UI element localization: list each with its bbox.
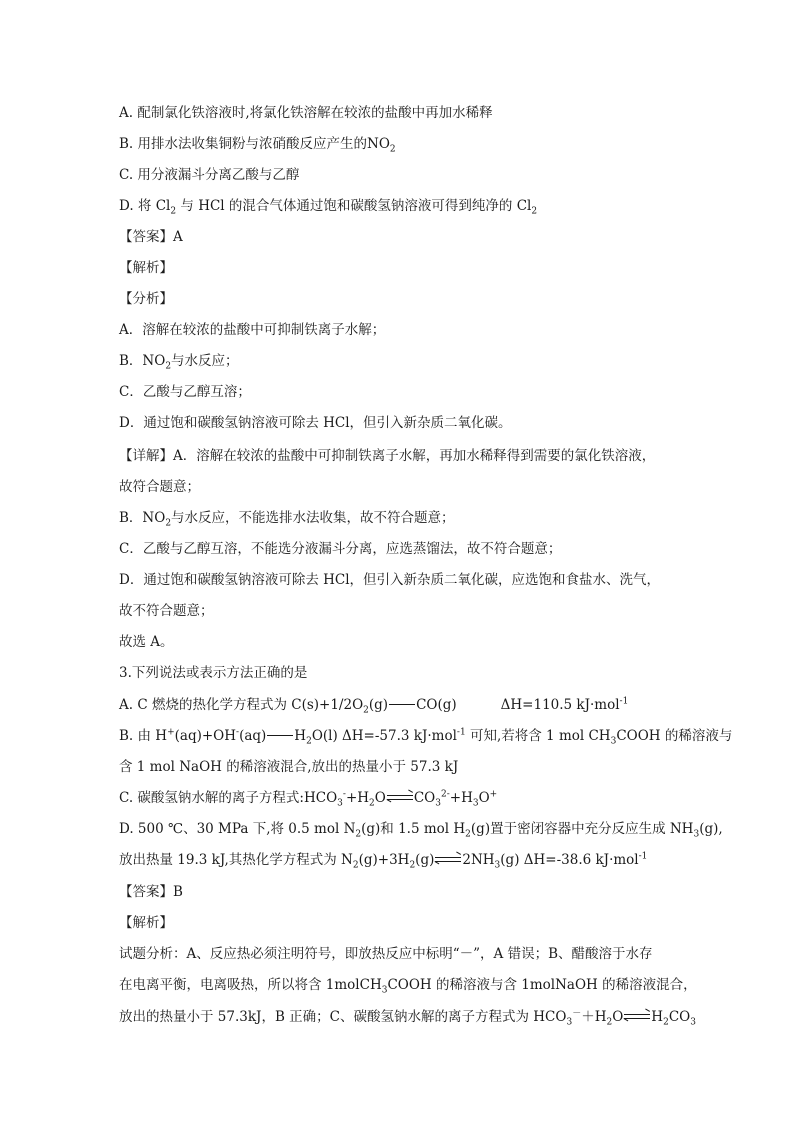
option-text: O: [478, 790, 490, 806]
solution-text: ＋H: [581, 1009, 607, 1025]
q2-fenxi-c: [119, 383, 689, 401]
heading-text: 【解析】: [119, 915, 173, 931]
heading-text: 【解析】: [119, 260, 173, 276]
subscript: 2: [165, 361, 172, 372]
q2-option-d: [119, 197, 689, 215]
q3-jiexi-heading: [119, 914, 689, 932]
analysis-text: D．通过饱和碳酸氢钠溶液可除去 HCl，但引入新杂质二氧化碳。: [119, 415, 512, 431]
solution-text: H: [651, 1009, 664, 1025]
solution-text: COOH 的稀溶液与含 1molNaOH 的稀溶液混合，: [387, 977, 697, 993]
option-text: (aq): [239, 728, 267, 744]
subscript: 2: [606, 1017, 613, 1028]
subscript: 3: [472, 798, 479, 809]
q2-option-c-text: C. 用分液漏斗分离乙酸与乙醇: [119, 167, 300, 183]
solution-text: 试题分析：A、反应热必须注明符号，即放热反应中标明“－”，A 错误；B、醋酸溶于水存: [119, 946, 653, 962]
option-text: C. 碳酸氢钠水解的离子方程式:HCO: [119, 790, 338, 806]
superscript: -: [236, 727, 240, 738]
subscript: 2: [306, 736, 312, 747]
question-stem-text: 3.下列说法或表示方法正确的是: [119, 665, 308, 681]
solution-text: CO: [668, 1009, 691, 1025]
option-text: COOH 的稀溶液与: [616, 728, 733, 744]
superscript: －: [572, 1008, 582, 1019]
equilibrium-arrow-icon: [624, 1013, 650, 1020]
q3-stem: [119, 664, 689, 682]
q2-option-a-text: A. 配制氯化铁溶液时,将氯化铁溶解在较浓的盐酸中再加水稀释: [119, 105, 493, 121]
q2-choose: [119, 633, 689, 651]
q3-option-d-line1: [119, 820, 723, 840]
q3-option-d-line2: [119, 851, 689, 869]
detail-text: 【详解】A．溶解在较浓的盐酸中可抑制铁离子水解，再加水稀释得到需要的氯化铁溶液，: [119, 448, 656, 464]
q2-fenxi-b: [119, 352, 689, 370]
superscript: -1: [619, 696, 629, 707]
q3-solution-line1: [119, 945, 689, 963]
answer-text: 【答案】B: [119, 884, 183, 900]
subscript: 2: [465, 829, 471, 840]
option-text: O: [374, 790, 386, 806]
subscript: 3: [690, 1017, 696, 1028]
option-text: (g): [415, 852, 435, 868]
equilibrium-arrow-icon: [435, 856, 461, 863]
q2-xiangjie-c: [119, 540, 689, 558]
option-text: H: [294, 728, 307, 744]
subscript: 2: [409, 860, 416, 871]
answer-text: 【答案】A: [119, 229, 183, 245]
subscript: 2: [170, 206, 177, 217]
subscript: 3: [610, 736, 617, 747]
option-text: (g),: [699, 821, 723, 837]
solution-text: 放出的热量小于 57.3kJ，B 正确；C、碳酸氢钠水解的离子方程式为 HCO: [119, 1009, 567, 1025]
detail-text: D．通过饱和碳酸氢钠溶液可除去 HCl，但引入新杂质二氧化碳，应选饱和食盐水、洗气，: [119, 572, 661, 588]
superscript: -1: [456, 727, 466, 738]
q3-option-b-line1: [119, 727, 733, 747]
subscript: 3: [494, 860, 501, 871]
superscript: -1: [638, 851, 648, 862]
detail-text: 与水反应，不能选排水法收集，故不符合题意；: [171, 510, 455, 526]
subscript: 2: [369, 798, 375, 809]
q3-solution-line2: [119, 976, 697, 996]
option-text: CO(g): [416, 697, 457, 713]
analysis-text: 与水反应；: [171, 353, 239, 369]
subscript: 3: [435, 798, 441, 809]
option-text: +H: [345, 790, 370, 806]
q2-xiangjie-a2: [119, 478, 689, 496]
q2-xiangjie-d1: [119, 571, 689, 589]
detail-text: 故符合题意；: [119, 479, 200, 495]
option-text: (g) ΔH=-38.6 kJ·mol: [500, 852, 639, 868]
subscript: 3: [566, 1017, 573, 1028]
q3-answer: [119, 883, 689, 901]
option-text: O(l) ΔH=-57.3 kJ·mol: [311, 728, 457, 744]
detail-text: 故选 A。: [119, 634, 174, 650]
analysis-text: C．乙酸与乙醇互溶；: [119, 384, 251, 400]
option-text: 含 1 mol NaOH 的稀溶液混合,放出的热量小于 57.3 kJ: [119, 759, 459, 775]
option-text: CO: [413, 790, 436, 806]
superscript: 2-: [440, 789, 450, 800]
q2-fenxi-a: [119, 321, 689, 339]
q2-xiangjie-b: [119, 509, 689, 527]
superscript: +: [167, 727, 175, 738]
analysis-text: A．溶解在较浓的盐酸中可抑制铁离子水解；: [119, 322, 386, 338]
q2-option-c: [119, 166, 689, 184]
option-text: (g)+3H: [358, 852, 410, 868]
q2-jiexi-heading: [119, 259, 689, 277]
q2-option-b: [119, 135, 689, 153]
q2-option-b-text: B. 用排水法收集铜粉与浓硝酸反应产生的NO: [119, 136, 390, 152]
subscript: 2: [663, 1017, 669, 1028]
q3-option-b-line2: [119, 758, 689, 776]
superscript: -: [342, 789, 346, 800]
option-text: (g): [368, 697, 389, 713]
option-text: A. C 燃烧的热化学方程式为 C(s)+1/2O: [119, 697, 364, 713]
q2-fenxi-d: [119, 414, 689, 432]
detail-text: B．NO: [119, 510, 166, 526]
superscript: +: [489, 789, 498, 800]
subscript: 3: [693, 829, 700, 840]
q2-xiangjie-a1: [119, 447, 689, 465]
option-text: 可知,若将含 1 mol CH: [465, 728, 611, 744]
q2-xiangjie-d2: [119, 602, 689, 620]
option-text: +H: [449, 790, 473, 806]
option-text: (g)置于密闭容器中充分反应生成 NH: [470, 821, 694, 837]
analysis-text: B．NO: [119, 353, 166, 369]
subscript: 2: [363, 705, 369, 716]
subscript: 2: [165, 518, 172, 529]
equilibrium-arrow-icon: [387, 794, 413, 801]
heading-text: 【分析】: [119, 291, 173, 307]
detail-text: C．乙酸与乙醇互溶，不能选分液漏斗分离，应选蒸馏法，故不符合题意；: [119, 541, 562, 557]
option-text: 放出热量 19.3 kJ,其热化学方程式为 N: [119, 852, 353, 868]
q2-option-a: [119, 104, 689, 122]
reaction-arrow-icon: [267, 735, 293, 736]
q2-answer: [119, 228, 689, 246]
q3-option-c: [119, 789, 689, 807]
q3-option-a: [119, 696, 689, 714]
detail-text: 故不符合题意；: [119, 603, 214, 619]
option-text: B. 由 H: [119, 728, 168, 744]
reaction-arrow-icon: [389, 704, 415, 705]
subscript: 3: [381, 985, 388, 996]
q2-option-d-text-mid: 与 HCl 的混合气体通过饱和碳酸氢钠溶液可得到纯净的 Cl: [176, 198, 532, 214]
option-text: 2NH: [462, 852, 495, 868]
q2-fenxi-heading: [119, 290, 689, 308]
q2-option-d-text: D. 将 Cl: [119, 198, 171, 214]
subscript: 2: [389, 144, 396, 155]
option-text: (g)和 1.5 mol H: [361, 821, 466, 837]
solution-text: 在电离平衡，电离吸热，所以将含 1molCH: [119, 977, 382, 993]
solution-text: O: [612, 1009, 624, 1025]
subscript: 2: [531, 206, 538, 217]
q3-solution-line3: [119, 1008, 696, 1028]
option-text: D. 500 ℃、30 MPa 下,将 0.5 mol N: [119, 821, 356, 837]
subscript: 2: [355, 829, 362, 840]
subscript: 3: [337, 798, 343, 809]
option-text: (aq)+OH: [174, 728, 237, 744]
option-text: ΔH=110.5 kJ·mol: [500, 697, 620, 713]
subscript: 2: [352, 860, 359, 871]
